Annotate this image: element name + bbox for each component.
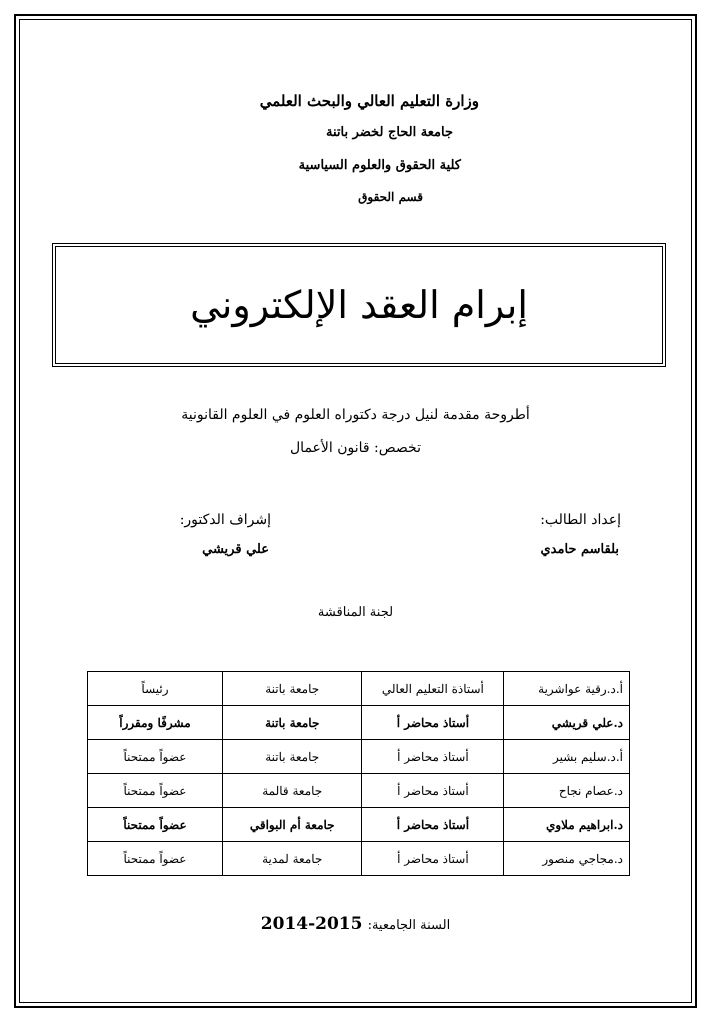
thesis-title: إبرام العقد الإلكتروني — [190, 283, 528, 327]
member-role: رئيساً — [88, 672, 223, 706]
thesis-description: أطروحة مقدمة لنيل درجة دكتوراه العلوم في العلوم القانونية — [181, 407, 530, 423]
student-name: بلقاسم حامدي — [540, 542, 619, 557]
member-name: أ.د.سليم بشير — [504, 740, 630, 774]
table-row — [88, 842, 630, 876]
member-university: جامعة باتنة — [222, 672, 362, 706]
member-rank: أستاذة التعليم العالي — [362, 672, 504, 706]
member-university: جامعة أم البواقي — [222, 808, 362, 842]
department-heading: قسم الحقوق — [358, 190, 423, 204]
member-university: جامعة قالمة — [222, 774, 362, 808]
member-role: عضواً ممتحناً — [88, 740, 223, 774]
member-name: د.ابراهيم ملاوي — [504, 808, 630, 842]
member-name: أ.د.رقية عواشرية — [504, 672, 630, 706]
table-row — [88, 774, 630, 808]
table-row — [88, 740, 630, 774]
member-role: عضواً ممتحناً — [88, 808, 223, 842]
academic-year-value: 2014-2015 — [260, 914, 363, 934]
member-rank: أستاذ محاضر أ — [362, 740, 504, 774]
university-heading: جامعة الحاج لخضر باتنة — [326, 125, 453, 140]
member-rank: أستاذ محاضر أ — [362, 774, 504, 808]
committee-table — [87, 671, 630, 876]
committee-title: لجنة المناقشة — [317, 605, 394, 620]
supervisor-name: علي قريشي — [202, 542, 269, 557]
title-box — [55, 246, 663, 364]
table-row — [88, 672, 630, 706]
member-name: د.مجاجي منصور — [504, 842, 630, 876]
member-university: جامعة باتنة — [222, 740, 362, 774]
faculty-heading: كلية الحقوق والعلوم السياسية — [298, 158, 461, 173]
academic-year — [0, 914, 711, 934]
member-rank: أستاذ محاضر أ — [362, 706, 504, 740]
member-university: جامعة لمدية — [222, 842, 362, 876]
member-role: عضواً ممتحناً — [88, 842, 223, 876]
table-row — [88, 706, 630, 740]
member-name: د.عصام نجاح — [504, 774, 630, 808]
member-role: عضواً ممتحناً — [88, 774, 223, 808]
member-rank: أستاذ محاضر أ — [362, 808, 504, 842]
table-row — [88, 808, 630, 842]
member-rank: أستاذ محاضر أ — [362, 842, 504, 876]
member-role: مشرفًا ومقرراً — [88, 706, 223, 740]
supervisor-label: إشراف الدكتور: — [179, 512, 271, 528]
prepared-by-label: إعداد الطالب: — [540, 512, 621, 528]
ministry-heading: وزارة التعليم العالي والبحث العلمي — [259, 92, 479, 110]
specialty: تخصص: قانون الأعمال — [290, 440, 421, 456]
member-name: د.علي قريشي — [504, 706, 630, 740]
member-university: جامعة باتنة — [222, 706, 362, 740]
academic-year-label: السنة الجامعية: — [367, 918, 451, 933]
